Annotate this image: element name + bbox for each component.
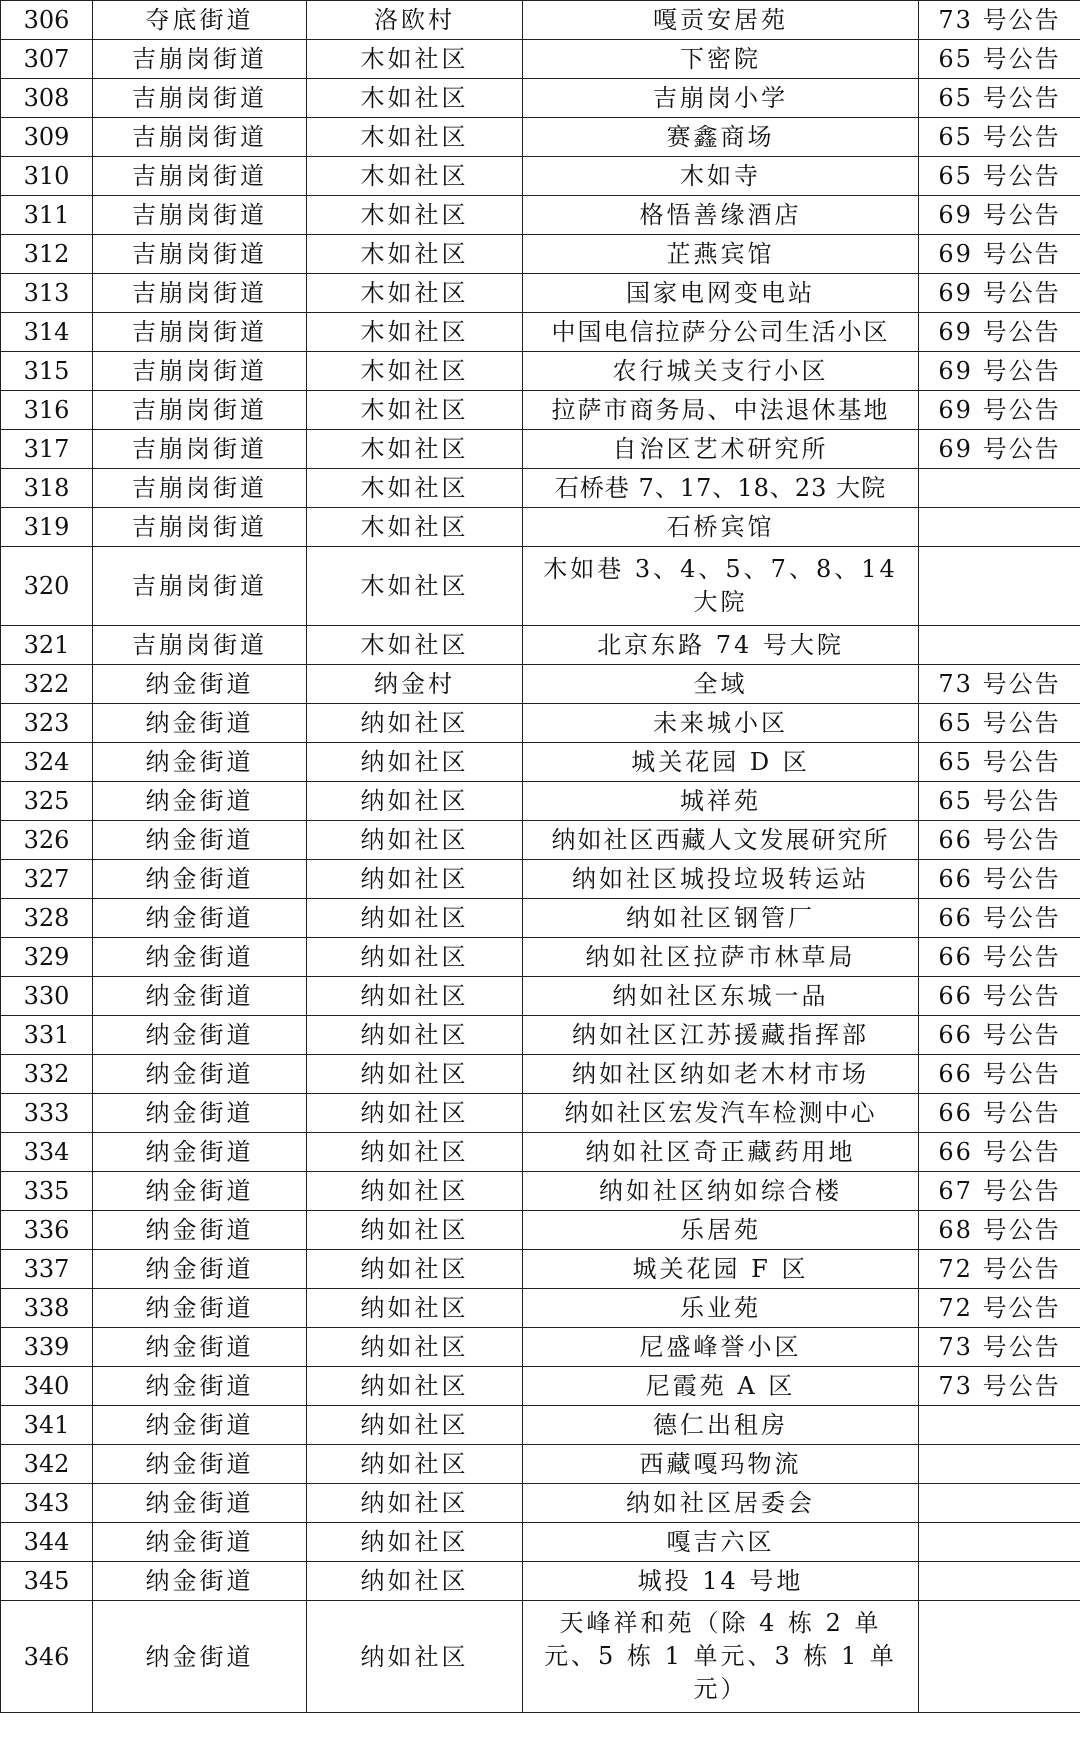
cell-number: 345	[1, 1562, 93, 1601]
cell-place: 乐业苑	[523, 1289, 919, 1328]
cell-number: 328	[1, 899, 93, 938]
cell-place: 赛鑫商场	[523, 118, 919, 157]
cell-street: 夺底街道	[93, 1, 307, 40]
cell-street: 吉崩岗街道	[93, 391, 307, 430]
cell-notice	[919, 1406, 1080, 1445]
cell-street: 纳金街道	[93, 1406, 307, 1445]
cell-street: 吉崩岗街道	[93, 40, 307, 79]
cell-place: 木如寺	[523, 157, 919, 196]
cell-community: 木如社区	[307, 547, 523, 626]
cell-place: 纳如社区宏发汽车检测中心	[523, 1094, 919, 1133]
cell-street: 吉崩岗街道	[93, 118, 307, 157]
cell-notice: 69 号公告	[919, 352, 1080, 391]
cell-number: 312	[1, 235, 93, 274]
cell-number: 332	[1, 1055, 93, 1094]
cell-place: 纳如社区奇正藏药用地	[523, 1133, 919, 1172]
cell-community: 木如社区	[307, 196, 523, 235]
table-row	[1, 1328, 1080, 1367]
cell-place: 天峰祥和苑（除 4 栋 2 单元、5 栋 1 单元、3 栋 1 单元）	[523, 1601, 919, 1713]
cell-community: 洛欧村	[307, 1, 523, 40]
table-row	[1, 1289, 1080, 1328]
cell-community: 纳如社区	[307, 704, 523, 743]
table-row	[1, 196, 1080, 235]
cell-street: 纳金街道	[93, 1523, 307, 1562]
cell-street: 吉崩岗街道	[93, 547, 307, 626]
cell-number: 334	[1, 1133, 93, 1172]
cell-place: 嘎吉六区	[523, 1523, 919, 1562]
cell-community: 木如社区	[307, 352, 523, 391]
cell-community: 木如社区	[307, 274, 523, 313]
cell-number: 344	[1, 1523, 93, 1562]
cell-street: 纳金街道	[93, 665, 307, 704]
cell-number: 338	[1, 1289, 93, 1328]
cell-notice	[919, 469, 1080, 508]
cell-place: 纳如社区西藏人文发展研究所	[523, 821, 919, 860]
cell-number: 343	[1, 1484, 93, 1523]
cell-notice: 72 号公告	[919, 1289, 1080, 1328]
table-row	[1, 626, 1080, 665]
cell-community: 木如社区	[307, 626, 523, 665]
cell-number: 330	[1, 977, 93, 1016]
cell-street: 纳金街道	[93, 782, 307, 821]
cell-street: 纳金街道	[93, 1367, 307, 1406]
table-row	[1, 977, 1080, 1016]
cell-place: 乐居苑	[523, 1211, 919, 1250]
cell-number: 307	[1, 40, 93, 79]
table-row	[1, 1094, 1080, 1133]
cell-number: 311	[1, 196, 93, 235]
cell-street: 吉崩岗街道	[93, 235, 307, 274]
table-row	[1, 1016, 1080, 1055]
cell-street: 纳金街道	[93, 938, 307, 977]
table-body	[1, 1, 1080, 1713]
table-row	[1, 821, 1080, 860]
cell-place: 纳如社区城投垃圾转运站	[523, 860, 919, 899]
cell-community: 木如社区	[307, 79, 523, 118]
cell-street: 纳金街道	[93, 704, 307, 743]
table-row	[1, 352, 1080, 391]
cell-notice: 73 号公告	[919, 1367, 1080, 1406]
cell-street: 纳金街道	[93, 1289, 307, 1328]
cell-place: 纳如社区钢管厂	[523, 899, 919, 938]
table-row	[1, 1, 1080, 40]
cell-street: 吉崩岗街道	[93, 469, 307, 508]
cell-place: 国家电网变电站	[523, 274, 919, 313]
cell-notice	[919, 1484, 1080, 1523]
cell-place: 嘎贡安居苑	[523, 1, 919, 40]
cell-notice: 73 号公告	[919, 665, 1080, 704]
cell-place: 尼霞苑 A 区	[523, 1367, 919, 1406]
cell-place: 石桥巷 7、17、18、23 大院	[523, 469, 919, 508]
cell-street: 吉崩岗街道	[93, 79, 307, 118]
cell-street: 纳金街道	[93, 977, 307, 1016]
cell-notice: 65 号公告	[919, 79, 1080, 118]
cell-place: 城关花园 F 区	[523, 1250, 919, 1289]
cell-street: 吉崩岗街道	[93, 196, 307, 235]
cell-number: 337	[1, 1250, 93, 1289]
cell-community: 纳如社区	[307, 1289, 523, 1328]
cell-notice: 66 号公告	[919, 1133, 1080, 1172]
cell-notice: 66 号公告	[919, 1094, 1080, 1133]
cell-community: 纳如社区	[307, 1094, 523, 1133]
cell-street: 纳金街道	[93, 1016, 307, 1055]
table-row	[1, 547, 1080, 626]
cell-community: 纳如社区	[307, 1562, 523, 1601]
cell-number: 327	[1, 860, 93, 899]
table-row	[1, 157, 1080, 196]
cell-community: 纳如社区	[307, 1484, 523, 1523]
cell-place: 中国电信拉萨分公司生活小区	[523, 313, 919, 352]
cell-street: 吉崩岗街道	[93, 508, 307, 547]
cell-number: 315	[1, 352, 93, 391]
cell-number: 316	[1, 391, 93, 430]
cell-notice: 69 号公告	[919, 196, 1080, 235]
table-row	[1, 1367, 1080, 1406]
table-row	[1, 899, 1080, 938]
table-row	[1, 1133, 1080, 1172]
table-row	[1, 40, 1080, 79]
cell-community: 纳如社区	[307, 1445, 523, 1484]
table-row	[1, 508, 1080, 547]
cell-community: 纳如社区	[307, 977, 523, 1016]
cell-number: 310	[1, 157, 93, 196]
cell-street: 纳金街道	[93, 899, 307, 938]
cell-street: 纳金街道	[93, 860, 307, 899]
cell-notice: 69 号公告	[919, 274, 1080, 313]
cell-notice	[919, 626, 1080, 665]
cell-community: 纳如社区	[307, 1016, 523, 1055]
cell-place: 纳如社区拉萨市林草局	[523, 938, 919, 977]
cell-notice	[919, 1523, 1080, 1562]
cell-notice: 68 号公告	[919, 1211, 1080, 1250]
table-row	[1, 1211, 1080, 1250]
cell-community: 纳如社区	[307, 1055, 523, 1094]
table-row	[1, 1172, 1080, 1211]
cell-notice: 65 号公告	[919, 743, 1080, 782]
table-row	[1, 704, 1080, 743]
cell-place: 城投 14 号地	[523, 1562, 919, 1601]
cell-community: 木如社区	[307, 118, 523, 157]
cell-notice: 69 号公告	[919, 313, 1080, 352]
table-row	[1, 430, 1080, 469]
cell-street: 纳金街道	[93, 1211, 307, 1250]
cell-community: 木如社区	[307, 157, 523, 196]
cell-number: 314	[1, 313, 93, 352]
cell-place: 未来城小区	[523, 704, 919, 743]
table-row	[1, 665, 1080, 704]
cell-notice	[919, 1562, 1080, 1601]
cell-street: 纳金街道	[93, 1328, 307, 1367]
cell-notice: 66 号公告	[919, 860, 1080, 899]
cell-community: 纳如社区	[307, 782, 523, 821]
cell-community: 纳如社区	[307, 899, 523, 938]
cell-community: 纳金村	[307, 665, 523, 704]
cell-place: 自治区艺术研究所	[523, 430, 919, 469]
cell-community: 纳如社区	[307, 1601, 523, 1713]
cell-place: 农行城关支行小区	[523, 352, 919, 391]
cell-number: 335	[1, 1172, 93, 1211]
cell-number: 306	[1, 1, 93, 40]
cell-place: 纳如社区江苏援藏指挥部	[523, 1016, 919, 1055]
cell-community: 木如社区	[307, 430, 523, 469]
cell-community: 木如社区	[307, 40, 523, 79]
cell-street: 纳金街道	[93, 1562, 307, 1601]
cell-place: 格悟善缘酒店	[523, 196, 919, 235]
cell-street: 吉崩岗街道	[93, 626, 307, 665]
table-row	[1, 391, 1080, 430]
cell-place: 德仁出租房	[523, 1406, 919, 1445]
cell-place: 城关花园 D 区	[523, 743, 919, 782]
cell-street: 纳金街道	[93, 1601, 307, 1713]
table-row	[1, 313, 1080, 352]
cell-notice: 73 号公告	[919, 1, 1080, 40]
cell-place: 芷燕宾馆	[523, 235, 919, 274]
cell-notice: 69 号公告	[919, 235, 1080, 274]
cell-place: 城祥苑	[523, 782, 919, 821]
cell-notice: 65 号公告	[919, 157, 1080, 196]
cell-community: 纳如社区	[307, 1172, 523, 1211]
cell-number: 331	[1, 1016, 93, 1055]
cell-notice	[919, 1445, 1080, 1484]
cell-place: 北京东路 74 号大院	[523, 626, 919, 665]
cell-place: 吉崩岗小学	[523, 79, 919, 118]
cell-number: 320	[1, 547, 93, 626]
cell-number: 329	[1, 938, 93, 977]
cell-community: 木如社区	[307, 508, 523, 547]
cell-notice: 66 号公告	[919, 1055, 1080, 1094]
table-row	[1, 1055, 1080, 1094]
cell-place: 纳如社区东城一品	[523, 977, 919, 1016]
cell-community: 木如社区	[307, 469, 523, 508]
cell-place: 木如巷 3、4、5、7、8、14 大院	[523, 547, 919, 626]
cell-community: 纳如社区	[307, 1367, 523, 1406]
cell-street: 吉崩岗街道	[93, 430, 307, 469]
table-row	[1, 860, 1080, 899]
cell-place: 尼盛峰誉小区	[523, 1328, 919, 1367]
cell-street: 纳金街道	[93, 1445, 307, 1484]
cell-place: 纳如社区纳如老木材市场	[523, 1055, 919, 1094]
cell-number: 322	[1, 665, 93, 704]
cell-community: 纳如社区	[307, 1328, 523, 1367]
cell-street: 纳金街道	[93, 1172, 307, 1211]
table-row	[1, 782, 1080, 821]
cell-number: 333	[1, 1094, 93, 1133]
cell-street: 纳金街道	[93, 821, 307, 860]
table-row	[1, 118, 1080, 157]
cell-community: 纳如社区	[307, 1211, 523, 1250]
cell-place: 西藏嘎玛物流	[523, 1445, 919, 1484]
cell-number: 339	[1, 1328, 93, 1367]
cell-number: 319	[1, 508, 93, 547]
table-row	[1, 1484, 1080, 1523]
cell-notice: 66 号公告	[919, 899, 1080, 938]
cell-street: 纳金街道	[93, 1484, 307, 1523]
table-row	[1, 1562, 1080, 1601]
cell-street: 纳金街道	[93, 1094, 307, 1133]
cell-community: 纳如社区	[307, 821, 523, 860]
cell-number: 341	[1, 1406, 93, 1445]
table-row	[1, 1250, 1080, 1289]
cell-place: 纳如社区居委会	[523, 1484, 919, 1523]
cell-street: 吉崩岗街道	[93, 313, 307, 352]
cell-street: 纳金街道	[93, 743, 307, 782]
table-row	[1, 469, 1080, 508]
table-row	[1, 1445, 1080, 1484]
cell-street: 吉崩岗街道	[93, 352, 307, 391]
cell-notice	[919, 1601, 1080, 1713]
cell-street: 吉崩岗街道	[93, 274, 307, 313]
cell-community: 纳如社区	[307, 1250, 523, 1289]
table-row	[1, 938, 1080, 977]
cell-place: 下密院	[523, 40, 919, 79]
cell-place: 纳如社区纳如综合楼	[523, 1172, 919, 1211]
cell-community: 纳如社区	[307, 1406, 523, 1445]
cell-number: 309	[1, 118, 93, 157]
cell-number: 324	[1, 743, 93, 782]
cell-street: 纳金街道	[93, 1133, 307, 1172]
cell-street: 纳金街道	[93, 1055, 307, 1094]
cell-number: 346	[1, 1601, 93, 1713]
table-row	[1, 79, 1080, 118]
cell-notice: 65 号公告	[919, 782, 1080, 821]
cell-notice: 65 号公告	[919, 704, 1080, 743]
cell-community: 纳如社区	[307, 743, 523, 782]
cell-community: 木如社区	[307, 391, 523, 430]
cell-number: 340	[1, 1367, 93, 1406]
cell-notice: 65 号公告	[919, 118, 1080, 157]
table-row	[1, 274, 1080, 313]
cell-number: 326	[1, 821, 93, 860]
cell-number: 336	[1, 1211, 93, 1250]
table-row	[1, 1523, 1080, 1562]
cell-notice: 69 号公告	[919, 430, 1080, 469]
cell-notice: 65 号公告	[919, 40, 1080, 79]
cell-notice: 66 号公告	[919, 1016, 1080, 1055]
cell-notice: 66 号公告	[919, 821, 1080, 860]
cell-notice: 66 号公告	[919, 977, 1080, 1016]
cell-community: 纳如社区	[307, 860, 523, 899]
table-row	[1, 743, 1080, 782]
table-row	[1, 1601, 1080, 1713]
cell-number: 308	[1, 79, 93, 118]
cell-street: 吉崩岗街道	[93, 157, 307, 196]
cell-number: 321	[1, 626, 93, 665]
cell-number: 318	[1, 469, 93, 508]
cell-community: 纳如社区	[307, 1133, 523, 1172]
cell-notice: 66 号公告	[919, 938, 1080, 977]
table-row	[1, 1406, 1080, 1445]
cell-community: 木如社区	[307, 313, 523, 352]
cell-notice	[919, 508, 1080, 547]
cell-number: 313	[1, 274, 93, 313]
cell-notice: 73 号公告	[919, 1328, 1080, 1367]
cell-street: 纳金街道	[93, 1250, 307, 1289]
cell-community: 纳如社区	[307, 938, 523, 977]
cell-notice: 72 号公告	[919, 1250, 1080, 1289]
cell-place: 石桥宾馆	[523, 508, 919, 547]
cell-notice: 69 号公告	[919, 391, 1080, 430]
cell-number: 323	[1, 704, 93, 743]
cell-number: 317	[1, 430, 93, 469]
cell-notice: 67 号公告	[919, 1172, 1080, 1211]
table-row	[1, 235, 1080, 274]
cell-place: 拉萨市商务局、中法退休基地	[523, 391, 919, 430]
cell-number: 342	[1, 1445, 93, 1484]
cell-community: 木如社区	[307, 235, 523, 274]
cell-place: 全域	[523, 665, 919, 704]
cell-notice	[919, 547, 1080, 626]
cell-community: 纳如社区	[307, 1523, 523, 1562]
cell-number: 325	[1, 782, 93, 821]
